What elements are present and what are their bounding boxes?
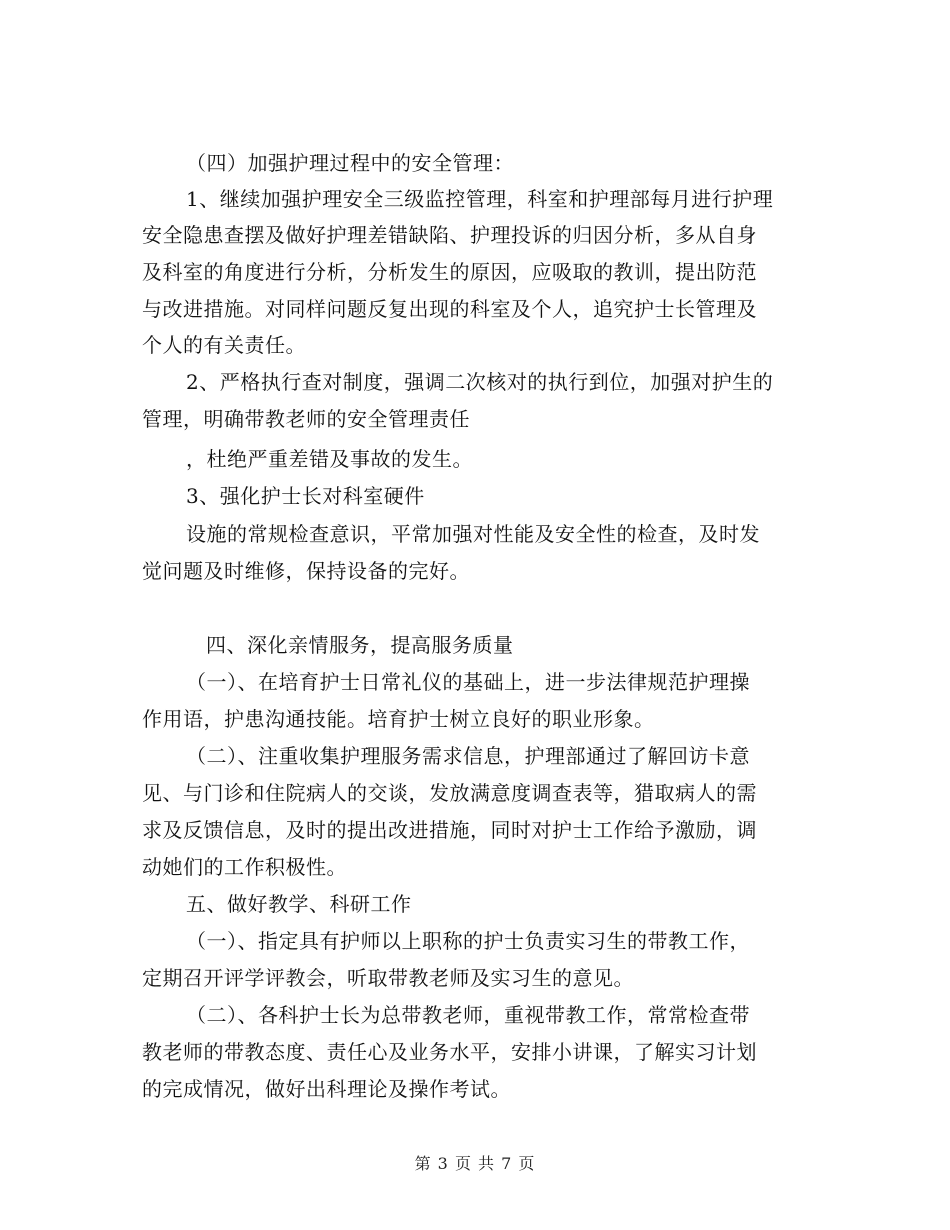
paragraph-line: 与改进措施。对同样问题反复出现的科室及个人，追究护士长管理及	[142, 297, 757, 321]
paragraph-line: 教老师的带教态度、责任心及业务水平，安排小讲课，了解实习计划	[142, 1040, 757, 1064]
section-heading-five: 五、做好教学、科研工作	[186, 892, 412, 916]
paragraph-line: 安全隐患查摆及做好护理差错缺陷、护理投诉的归因分析，多从自身	[142, 223, 757, 247]
paragraph-line: 管理，明确带教老师的安全管理责任	[142, 407, 470, 431]
section-heading-4: （四）加强护理过程中的安全管理：	[186, 151, 514, 175]
paragraph-line: （二）、各科护士长为总带教老师，重视带教工作，常常检查带	[186, 1003, 750, 1027]
paragraph-line: 的完成情况，做好出科理论及操作考试。	[142, 1077, 511, 1101]
paragraph-line: 见、与门诊和住院病人的交谈，发放满意度调查表等，猎取病人的需	[142, 781, 757, 805]
paragraph-line: （一）、指定具有护师以上职称的护士负责实习生的带教工作，	[186, 929, 750, 953]
paragraph-line: 动她们的工作积极性。	[142, 855, 347, 879]
section-heading-four: 四、深化亲情服务，提高服务质量	[206, 633, 514, 657]
paragraph-line: 3、强化护士长对科室硬件	[186, 484, 425, 508]
paragraph-line: 定期召开评学评教会，听取带教老师及实习生的意见。	[142, 966, 634, 990]
page-number-footer: 第 3 页 共 7 页	[414, 1154, 536, 1173]
paragraph-line: 设施的常规检查意识，平常加强对性能及安全性的检查，及时发	[186, 522, 760, 546]
paragraph-line: 及科室的角度进行分析，分析发生的原因，应吸取的教训，提出防范	[142, 260, 757, 284]
paragraph-line: 1、继续加强护理安全三级监控管理，科室和护理部每月进行护理	[186, 187, 774, 211]
paragraph-line: （一）、在培育护士日常礼仪的基础上，进一步法律规范护理操	[186, 670, 750, 694]
paragraph-line: 作用语，护患沟通技能。培育护士树立良好的职业形象。	[142, 707, 655, 731]
paragraph-line: 求及反馈信息，及时的提出改进措施，同时对护士工作给予激励，调	[142, 818, 757, 842]
paragraph-line: （二）、注重收集护理服务需求信息，护理部通过了解回访卡意	[186, 744, 750, 768]
paragraph-line: ，杜绝严重差错及事故的发生。	[186, 447, 473, 471]
paragraph-line: 2、严格执行查对制度，强调二次核对的执行到位，加强对护生的	[186, 370, 774, 394]
paragraph-line: 觉问题及时维修，保持设备的完好。	[142, 559, 470, 583]
paragraph-line: 个人的有关责任。	[142, 333, 306, 357]
